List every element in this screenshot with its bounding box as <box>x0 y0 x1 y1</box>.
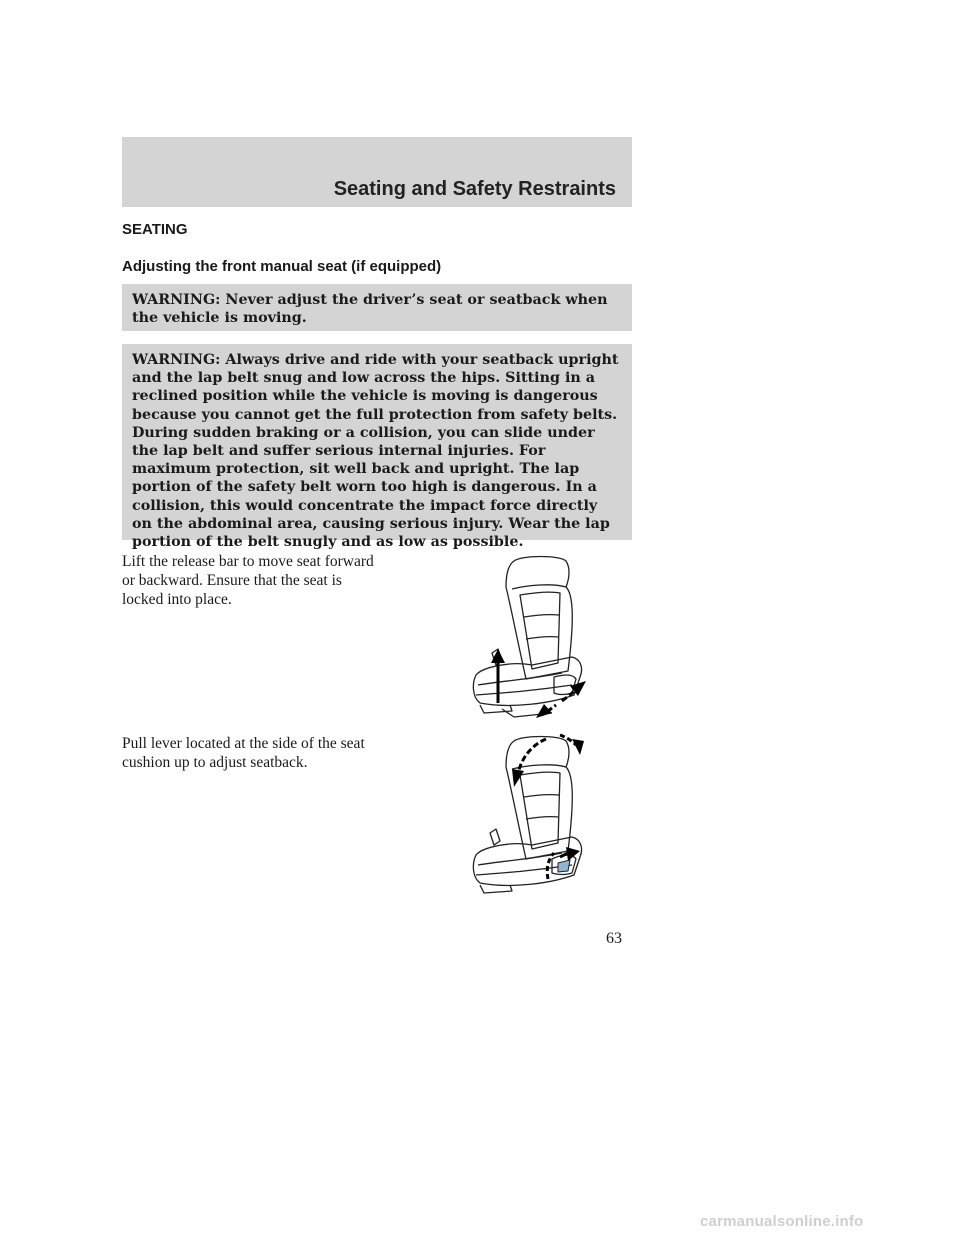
seat-slide-illustration <box>462 553 592 720</box>
chapter-header <box>122 137 632 207</box>
instruction-recline-lever: Pull lever located at the side of the seat cushion up to adjust seatback. <box>122 735 365 771</box>
instruction-release-bar: Lift the release bar to move seat forward or backward. Ensure that the seat is locked into place. <box>122 553 374 608</box>
watermark: carmanualsonline.info <box>700 1213 864 1230</box>
warning-box-seat-adjust: WARNING: Never adjust the driver’s seat or seatback when the vehicle is moving. <box>122 284 632 331</box>
warning-box-seatback-upright: WARNING: Always drive and ride with your seatback upright and the lap belt snug and low across the hips. Sitting in a reclined position while the vehicle is moving is dangerous because you cannot get the full protection from safety belts. During sudden braking or a collision, you can slide under the lap belt and suffer serious internal injuries. For maximum protection, sit well back and upright. The lap portion of the safety belt worn too high is dangerous. In a collision, this would concentrate the impact force directly on the abdominal area, causing serious injury. Wear the lap portion of the belt snugly and as low as possible. <box>122 344 632 540</box>
chapter-title: Seating and Safety Restraints <box>333 178 616 200</box>
page-number: 63 <box>606 930 622 947</box>
seat-recline-illustration <box>462 729 592 901</box>
section-heading: SEATING <box>122 221 188 238</box>
subsection-heading: Adjusting the front manual seat (if equipped) <box>122 258 442 275</box>
